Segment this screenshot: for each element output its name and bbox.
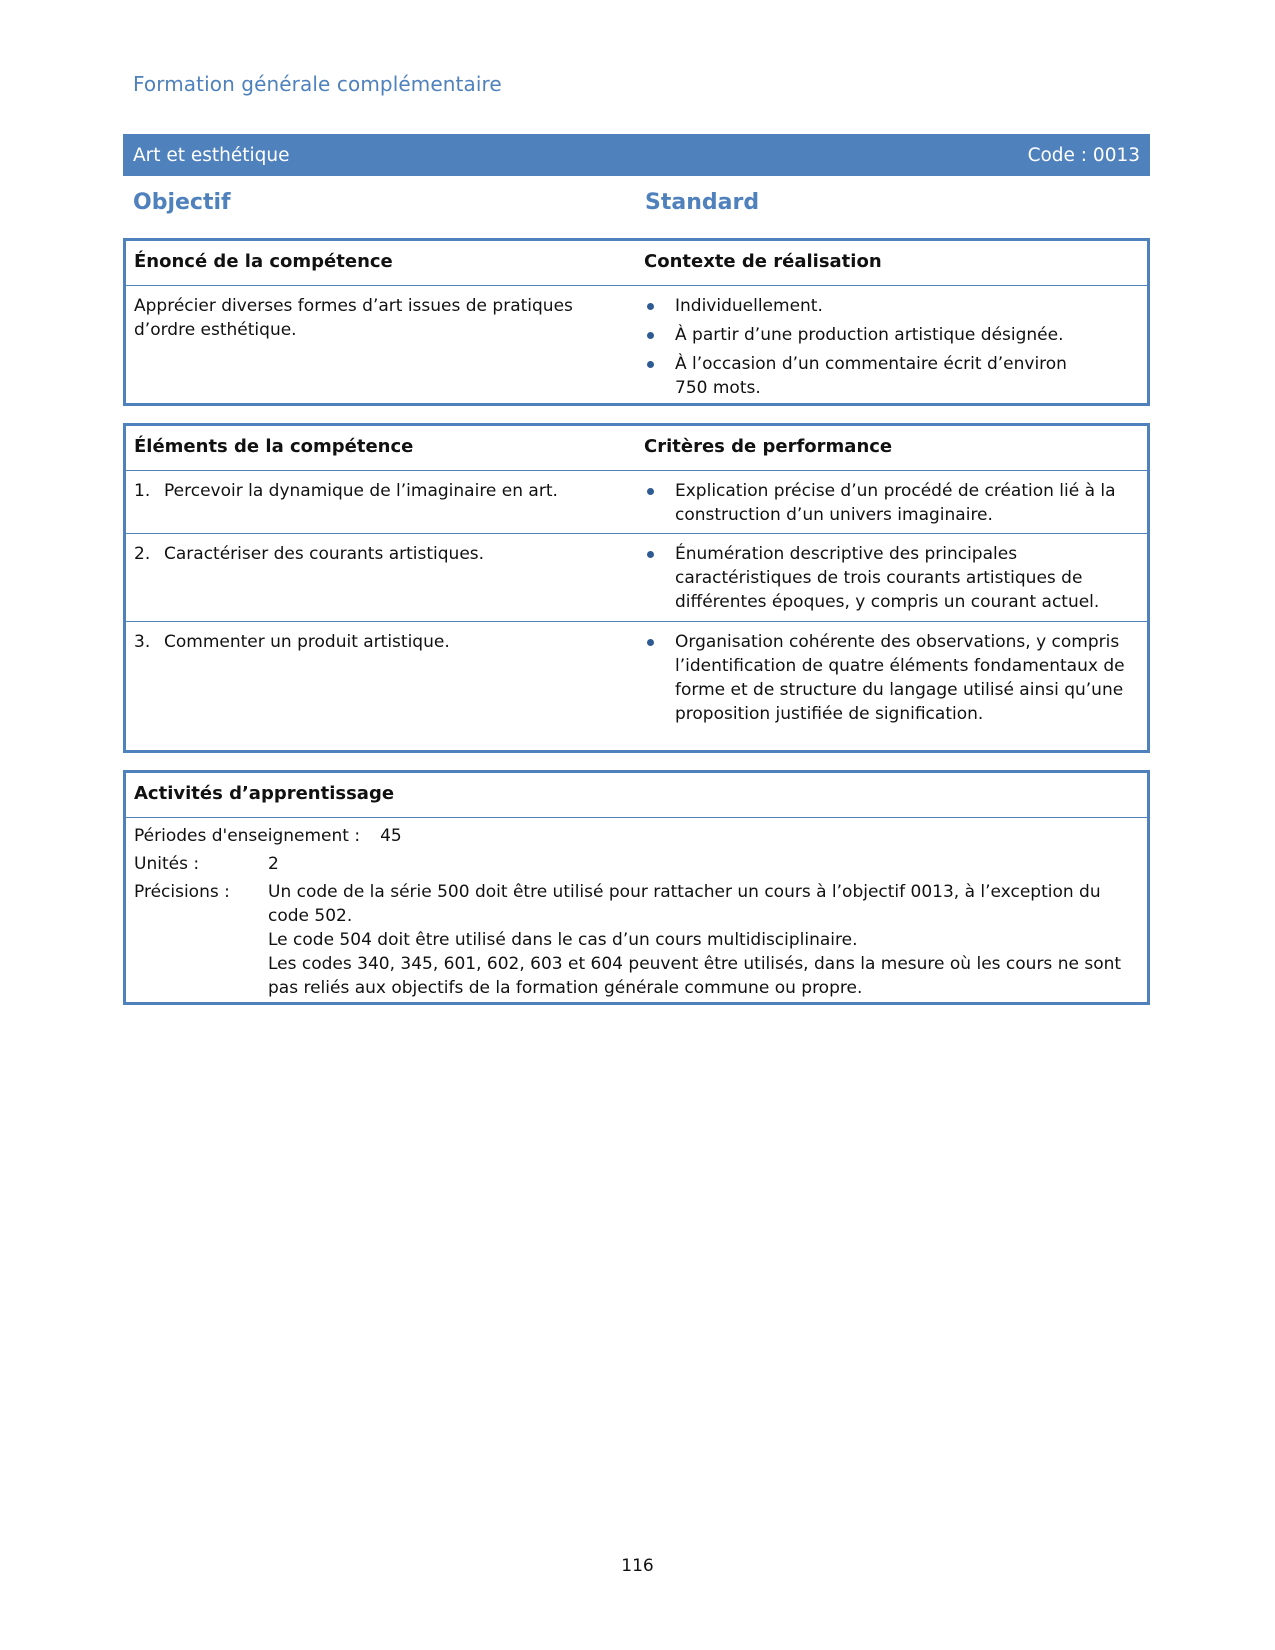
criteria-cell (638, 471, 1147, 533)
activities-body (126, 818, 1147, 1012)
elements-header: Éléments de la compétence (134, 436, 414, 457)
competence-statement: Apprécier diverses formes d’art issues de pratiques d’ordre esthétique. (134, 296, 573, 340)
list-item (644, 294, 1139, 318)
bullet-icon (647, 488, 654, 495)
course-banner (123, 134, 1150, 176)
list-item (644, 352, 1139, 400)
bullet-icon (647, 639, 654, 646)
criterion-text: Explication précise d’un procédé de création lié à la construction d’un univers imaginaire. (675, 481, 1116, 525)
list-item-text: À partir d’une production artistique désignée. (675, 325, 1064, 345)
details-paragraph: Les codes 340, 345, 601, 602, 603 et 604 peuvent être utilisés, dans la mesure où les cours ne sont pas reliés aux objectifs de la formation générale commune ou propre. (268, 954, 1122, 998)
activities-table (123, 770, 1150, 1005)
units-value: 2 (268, 854, 279, 874)
details-text (268, 880, 1139, 1000)
list-item (644, 630, 1139, 726)
activities-body-row (126, 817, 1147, 1012)
criteres-header: Critères de performance (644, 436, 893, 457)
element-text: Caractériser des courants artistiques. (164, 544, 485, 564)
element-number: 1. (134, 481, 151, 501)
list-item (644, 323, 1139, 347)
table-row (126, 621, 1147, 732)
objectif-heading: Objectif (133, 190, 231, 215)
course-title: Art et esthétique (133, 144, 290, 166)
column-headings (133, 190, 1150, 220)
units-line (134, 852, 1139, 876)
contexte-header: Contexte de réalisation (644, 251, 882, 272)
details-label: Précisions : (134, 882, 230, 902)
details-paragraph: Le code 504 doit être utilisé dans le cas d’un cours multidisciplinaire. (268, 930, 858, 950)
element-cell (126, 471, 638, 533)
list-item-text: Individuellement. (675, 296, 823, 316)
bullet-icon (647, 551, 654, 558)
table-row (126, 533, 1147, 621)
list-item (644, 479, 1139, 527)
list-item-text: À l’occasion d’un commentaire écrit d’environ 750 mots. (675, 354, 1067, 398)
context-list-cell (638, 286, 1147, 406)
periods-label: Périodes d'enseignement : (134, 826, 361, 846)
activities-header: Activités d’apprentissage (134, 783, 395, 804)
element-cell (126, 622, 638, 732)
element-text: Percevoir la dynamique de l’imaginaire en art. (164, 481, 558, 501)
element-number: 2. (134, 544, 151, 564)
course-code: Code : 0013 (1027, 144, 1140, 166)
criteria-cell (638, 534, 1147, 621)
context-list (644, 294, 1139, 400)
bullet-icon (647, 303, 654, 310)
table-header-row (126, 241, 1147, 285)
criterion-text: Organisation cohérente des observations, y compris l’identification de quatre éléments fondamentaux de forme et de structure du langage utilisé ainsi qu’une proposition justifiée de signification. (675, 632, 1125, 724)
competence-table (123, 238, 1150, 406)
table-row (126, 470, 1147, 533)
page-number: 116 (621, 1556, 654, 1576)
elements-table (123, 423, 1150, 753)
criteria-cell (638, 622, 1147, 732)
section-title: Formation générale complémentaire (133, 72, 502, 96)
standard-heading: Standard (645, 190, 760, 215)
table-header-row (126, 426, 1147, 470)
table-row (126, 285, 1147, 406)
details-paragraph: Un code de la série 500 doit être utilisé pour rattacher un cours à l’objectif 0013, à l’exception du code 502. (268, 882, 1101, 926)
bullet-icon (647, 332, 654, 339)
element-cell (126, 534, 638, 621)
units-label: Unités : (134, 854, 200, 874)
periods-line (134, 824, 1139, 848)
element-number: 3. (134, 632, 151, 652)
element-text: Commenter un produit artistique. (164, 632, 450, 652)
list-item (644, 542, 1139, 614)
bullet-icon (647, 361, 654, 368)
enonce-header: Énoncé de la compétence (134, 251, 393, 272)
periods-value: 45 (380, 826, 402, 846)
table-header-row (126, 773, 1147, 817)
criterion-text: Énumération descriptive des principales caractéristiques de trois courants artistiques de différentes époques, y compris un courant actuel. (675, 544, 1100, 612)
details-line (134, 880, 1139, 1000)
